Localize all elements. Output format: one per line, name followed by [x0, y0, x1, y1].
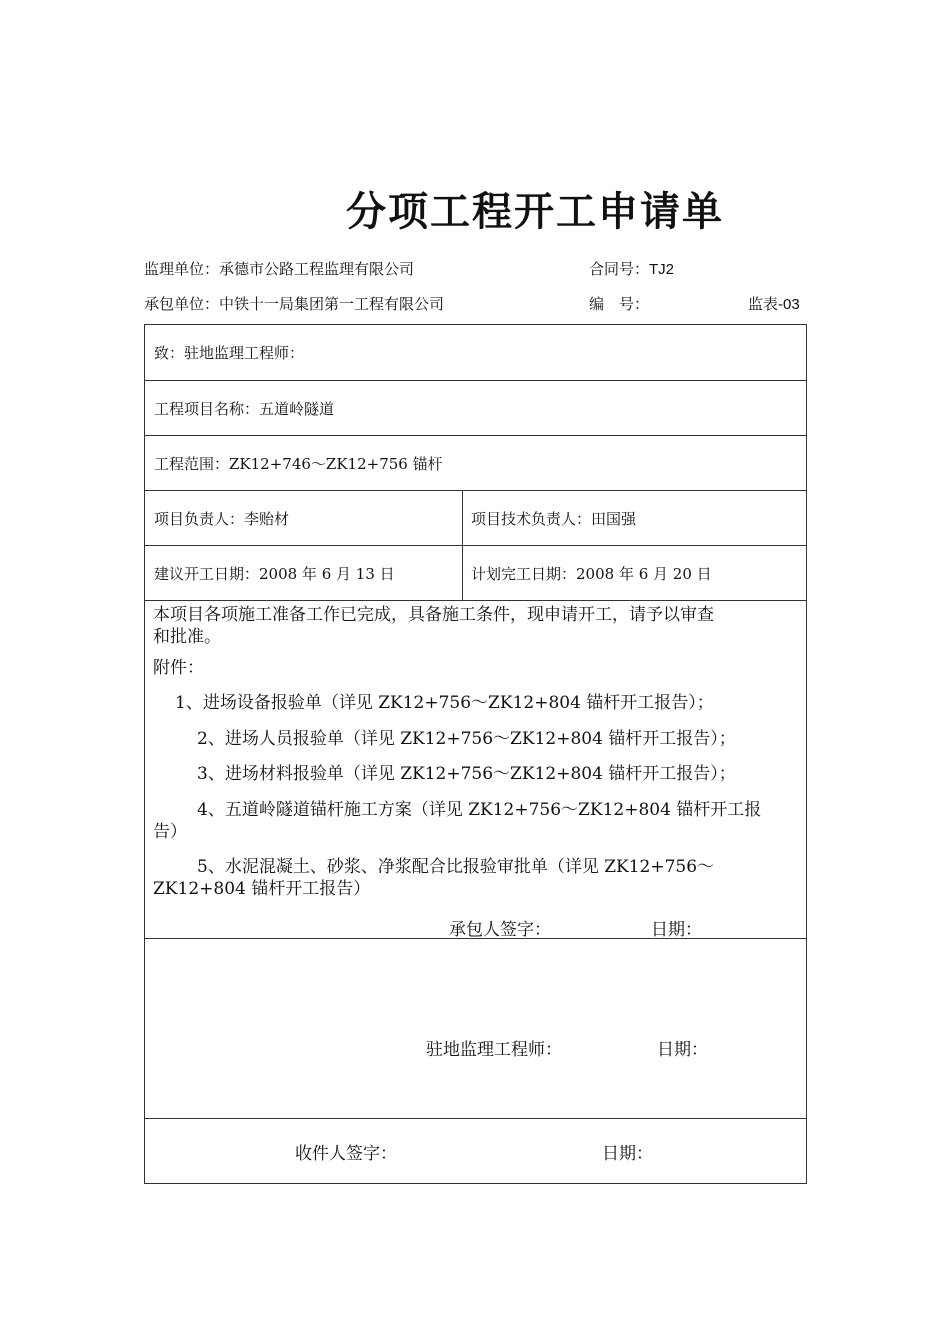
row-dates	[145, 546, 806, 601]
contractor-date-label: 日期：	[651, 920, 702, 940]
planned-finish-date: 计划完工日期：2008 年 6 月 20 日	[471, 564, 712, 583]
attachment-item: 4、五道岭隧道锚杆施工方案（详见 ZK12+756～ZK12+804 锚杆开工报	[197, 800, 762, 820]
engineer-signature-label: 驻地监理工程师：	[426, 1040, 562, 1060]
contract-number: 合同号：TJ2	[589, 261, 675, 278]
receiver-signature-label: 收件人签字：	[295, 1144, 397, 1164]
row-project-name	[145, 381, 806, 436]
receiver-date-label: 日期：	[602, 1144, 653, 1164]
form-code: 监表-03	[748, 296, 800, 313]
row-receipt	[145, 1119, 806, 1183]
serial-number-label: 编 号：	[589, 295, 650, 313]
engineer-date-label: 日期：	[657, 1040, 708, 1060]
supervisor-unit: 监理单位：承德市公路工程监理有限公司	[144, 260, 415, 278]
attachments-label: 附件：	[153, 658, 204, 678]
proposed-start-date: 建议开工日期：2008 年 6 月 13 日	[154, 564, 395, 583]
row-addressee	[145, 325, 806, 381]
attachment-item: 5、水泥混凝土、砂浆、净浆配合比报验审批单（详见 ZK12+756～	[197, 857, 715, 877]
application-form	[144, 324, 807, 1184]
document-title: 分项工程开工申请单	[346, 188, 724, 235]
project-manager: 项目负责人：李贻材	[154, 509, 290, 528]
row-engineer-approval	[145, 939, 806, 1119]
attachment-item: 2、进场人员报验单（详见 ZK12+756～ZK12+804 锚杆开工报告）；	[197, 729, 736, 749]
contractor-signature-label: 承包人签字：	[449, 920, 551, 940]
attachment-item: 1、进场设备报验单（详见 ZK12+756～ZK12+804 锚杆开工报告）；	[175, 693, 714, 713]
statement-line-2: 和批准。	[153, 627, 221, 647]
row-scope	[145, 436, 806, 491]
project-scope: 工程范围：ZK12+746～ZK12+756 锚杆	[154, 454, 443, 473]
attachment-item: 3、进场材料报验单（详见 ZK12+756～ZK12+804 锚杆开工报告）；	[197, 764, 736, 784]
attachment-item-continued: ZK12+804 锚杆开工报告）	[153, 879, 371, 899]
attachment-item-continued: 告）	[153, 822, 187, 842]
addressee: 致：驻地监理工程师：	[154, 344, 305, 362]
statement-line-1: 本项目各项施工准备工作已完成，具备施工条件，现申请开工，请予以审查	[153, 605, 714, 625]
row-application-statement	[145, 601, 806, 939]
contractor-unit: 承包单位：中铁十一局集团第一工程有限公司	[144, 295, 445, 313]
project-name: 工程项目名称：五道岭隧道	[154, 399, 335, 418]
technical-manager: 项目技术负责人：田国强	[471, 509, 637, 528]
row-managers	[145, 491, 806, 546]
